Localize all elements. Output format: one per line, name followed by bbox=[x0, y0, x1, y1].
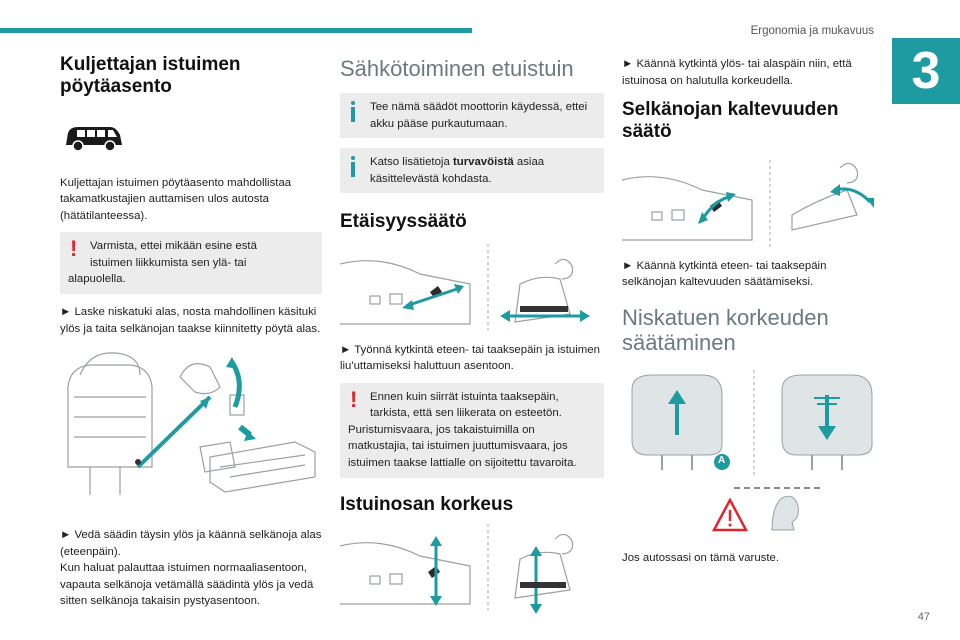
step-text: ► Käännä kytkintä ylös- tai alaspäin niin, että istuinosa on halutulla korkeudella. bbox=[622, 58, 852, 87]
step-text: ► Vedä säädin täysin ylös ja käännä selkänoja alas (eteenpäin). bbox=[60, 529, 322, 558]
footer-note: Jos autossasi on tämä varuste. bbox=[622, 551, 780, 564]
van-icon bbox=[64, 121, 322, 157]
info-icon bbox=[351, 101, 355, 122]
exclamation-icon: ! bbox=[350, 386, 358, 412]
info-text: Tee nämä säädöt moottorin käydessä, ettei akku pääse purkautumaan. bbox=[370, 101, 588, 130]
step-text: ► Työnnä kytkintä eteen- tai taaksepäin ja istuimen liu'uttamiseksi haluttuun asentoon. bbox=[340, 343, 600, 373]
exclamation-icon: ! bbox=[70, 236, 78, 262]
backrest-adjust-illustration bbox=[622, 160, 884, 250]
height-adjust-illustration bbox=[340, 524, 604, 614]
info-text: Katso lisätietoja turvavöistä asiaa käsittelevästä kohdasta. bbox=[370, 156, 545, 185]
chapter-title: Ergonomia ja mukavuus bbox=[750, 25, 874, 37]
warning-box-obstruction bbox=[60, 232, 322, 294]
column-electric-seat bbox=[340, 54, 604, 614]
intro-text: Kuljettajan istuimen pöytäasento mahdollistaa takamatkustajien auttamisen ulos autosta (hätätilanteessa). bbox=[60, 176, 292, 222]
warning-line: istuimen liikkumista sen ylä- tai bbox=[90, 256, 247, 269]
chapter-number-tab: 3 bbox=[892, 38, 960, 104]
equipment-note-illustration bbox=[622, 486, 884, 536]
step-text: ► Käännä kytkintä eteen- tai taaksepäin selkänojan kaltevuuden säätämiseksi. bbox=[622, 259, 827, 289]
section-title-backrest-angle: Selkänojan kaltevuuden säätö bbox=[622, 99, 839, 143]
warning-line: tarkista, että sen liikerata on esteetön. Puristumisvaara, jos takaistuimilla on matkustajia, tai istuimen juuttumisvaara, jos istuimen taakse lattialle on sijoitettu tavaroita. bbox=[348, 407, 577, 470]
step-text: ► Laske niskatuki alas, nosta mahdollinen käsituki ylös ja taita selkänojan taakse kiinnitetty pöytä alas. bbox=[60, 306, 321, 335]
distance-adjust-illustration bbox=[340, 244, 604, 334]
seat-table-illustration bbox=[60, 347, 322, 497]
step-text: Kun haluat palauttaa istuimen normaaliasentoon, vapauta selkänoja vetämällä säädintä ylös ja vedä sitten selkänoja takaisin pystyasentoon. bbox=[60, 562, 314, 608]
column-backrest-headrest bbox=[622, 54, 884, 566]
headrest-adjust-illustration bbox=[622, 370, 884, 476]
page-number: 47 bbox=[917, 611, 930, 623]
column-table-position bbox=[60, 54, 322, 610]
info-icon bbox=[351, 156, 355, 177]
info-box-engine bbox=[340, 93, 604, 138]
header-accent-bar bbox=[0, 28, 472, 33]
section-title-headrest-height: Niskatuen korkeuden säätäminen bbox=[622, 304, 829, 356]
section-title-table-position: Kuljettajan istuimen pöytäasento bbox=[60, 54, 241, 98]
info-box-seatbelts bbox=[340, 148, 604, 193]
warning-line: Varmista, ettei mikään esine estä bbox=[90, 240, 257, 253]
warning-box-backwards bbox=[340, 383, 604, 478]
section-title-electric-seat: Sähkötoiminen etuistuin bbox=[340, 56, 574, 81]
section-title-seat-height: Istuinosan korkeus bbox=[340, 493, 514, 515]
callout-a-label: A bbox=[718, 454, 726, 466]
warning-line: alapuolella. bbox=[68, 273, 126, 286]
warning-line: Ennen kuin siirrät istuinta taaksepäin, bbox=[370, 390, 559, 403]
seatbelts-link-text: turvavöistä bbox=[452, 156, 514, 169]
section-title-distance: Etäisyyssäätö bbox=[340, 211, 467, 233]
